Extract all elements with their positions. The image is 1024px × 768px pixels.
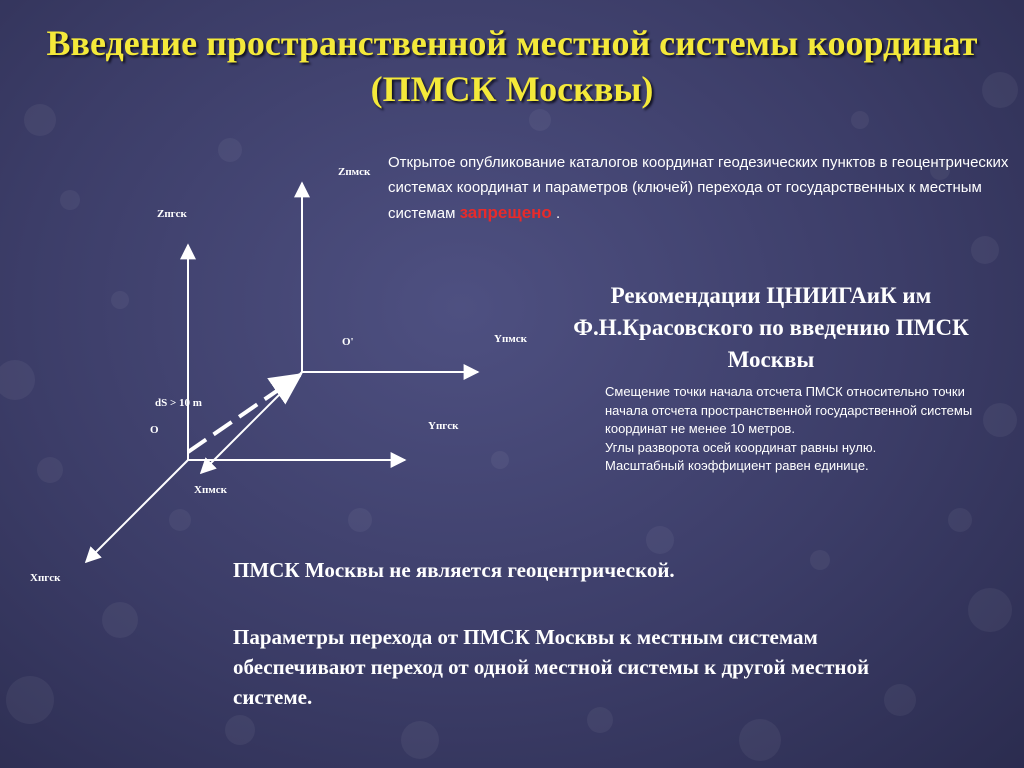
offset-label: dS > 10 m — [155, 397, 202, 409]
z-pmsk-label: Zпмск — [338, 166, 371, 178]
z-pgsk-label: Zпгск — [157, 208, 187, 220]
x-pmsk-label: Xпмск — [194, 484, 227, 496]
y-pmsk-label: Yпмск — [494, 333, 527, 345]
note-text: Открытое опубликование каталогов координат геодезических пунктов в геоцентрических системах координат и параметров (ключей) перехода от государственных к местным системам — [388, 154, 1009, 222]
origin-o-label: O — [150, 424, 159, 436]
x-pgsk-axis — [86, 460, 188, 562]
x-pgsk-label: Xпгск — [30, 572, 61, 584]
y-pgsk-label: Yпгск — [428, 420, 459, 432]
statement-transition-params: Параметры перехода от ПМСК Москвы к местным системам обеспечивают переход от одной местной системы к другой местной системе. — [233, 625, 870, 709]
recommendation-item: Масштабный коэффициент равен единице. — [605, 458, 869, 473]
offset-vector — [188, 375, 300, 452]
page-title: Введение пространственной местной системы координат (ПМСК Москвы) — [46, 23, 978, 109]
x-pmsk-axis — [201, 372, 302, 473]
origin-o-prime-label: O' — [342, 336, 354, 348]
recommendations-heading: Рекомендации ЦНИИГАиК им Ф.Н.Красовского по введению ПМСК Москвы — [573, 283, 969, 372]
note-tail: . — [551, 205, 561, 222]
recommendations-list — [605, 383, 1005, 476]
recommendation-item: Смещение точки начала отсчета ПМСК относительно точки начала отсчета пространственной государственной системы координат не менее 10 метров. — [605, 384, 973, 436]
statement-non-geocentric: ПМСК Москвы не является геоцентрической. — [233, 558, 675, 582]
forbidden-highlight: запрещено — [459, 203, 552, 222]
recommendation-item: Углы разворота осей координат равны нулю. — [605, 439, 877, 455]
prohibition-note — [388, 150, 1018, 226]
